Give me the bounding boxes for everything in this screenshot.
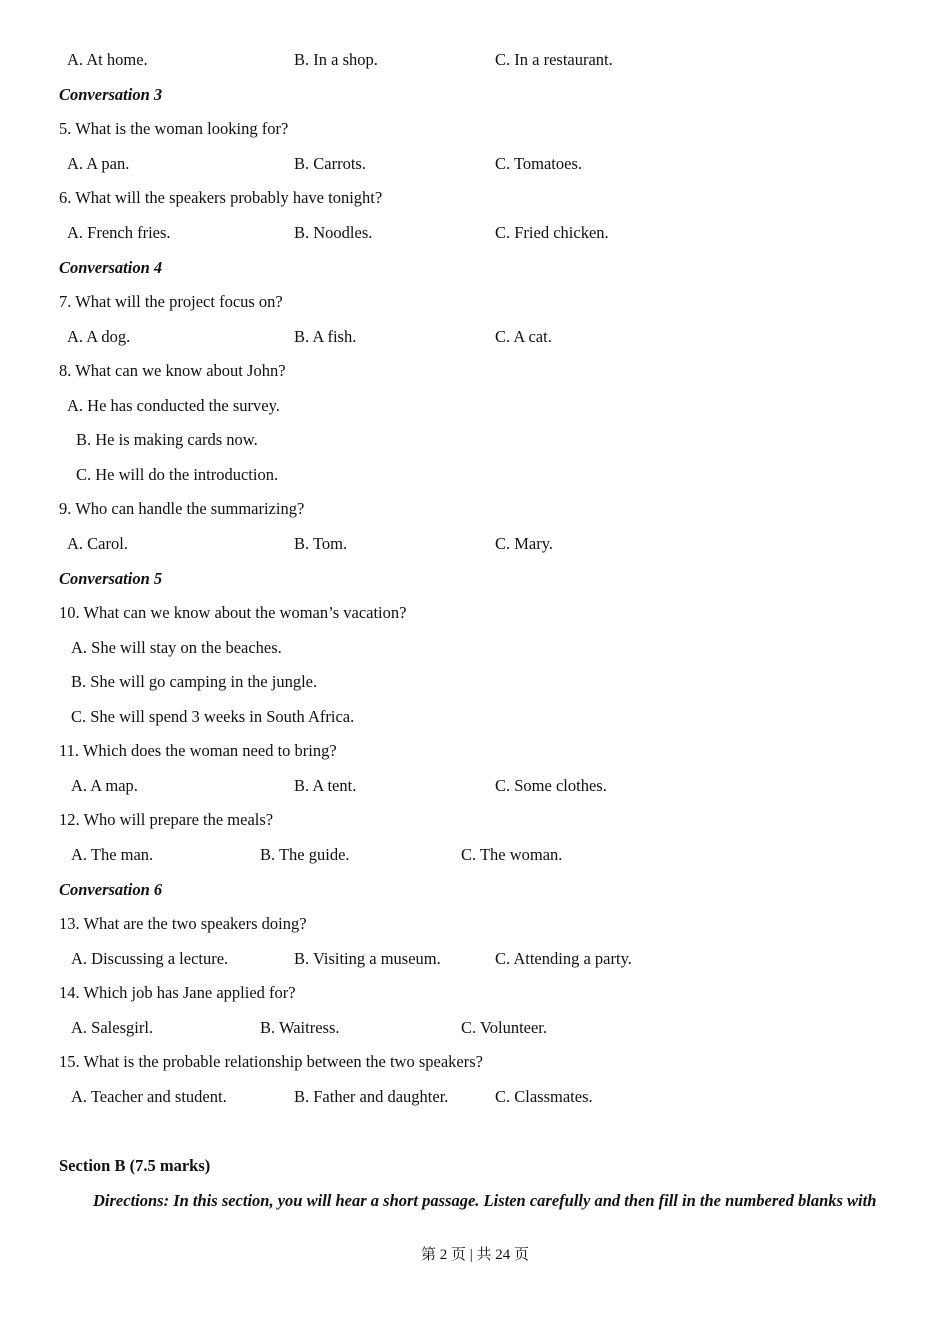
q8-option-a: A. He has conducted the survey. xyxy=(67,396,280,415)
q15-option-b: B. Father and daughter. xyxy=(294,1087,449,1106)
question-11: 11. Which does the woman need to bring? xyxy=(59,741,337,760)
q5-option-b: B. Carrots. xyxy=(294,154,366,173)
page-footer: 第 2 页 | 共 24 页 xyxy=(420,1247,529,1263)
conversation-3-heading: Conversation 3 xyxy=(59,85,163,104)
q4-option-b: B. In a shop. xyxy=(294,50,378,69)
q7-option-a: A. A dog. xyxy=(67,327,131,346)
question-6: 6. What will the speakers probably have tonight? xyxy=(59,188,383,207)
question-9: 9. Who can handle the summarizing? xyxy=(59,499,305,518)
q5-option-c: C. Tomatoes. xyxy=(495,154,582,173)
q10-option-c: C. She will spend 3 weeks in South Africa. xyxy=(71,707,355,726)
q14-option-a: A. Salesgirl. xyxy=(71,1018,154,1037)
q14-option-b: B. Waitress. xyxy=(260,1018,340,1037)
q6-option-a: A. French fries. xyxy=(67,223,171,242)
q5-option-a: A. A pan. xyxy=(67,154,130,173)
q8-option-b: B. He is making cards now. xyxy=(76,430,258,449)
q6-option-b: B. Noodles. xyxy=(294,223,373,242)
question-5: 5. What is the woman looking for? xyxy=(59,119,289,138)
q12-option-b: B. The guide. xyxy=(260,845,350,864)
question-10: 10. What can we know about the woman’s vacation? xyxy=(59,603,407,622)
q15-option-a: A. Teacher and student. xyxy=(71,1087,227,1106)
q9-option-a: A. Carol. xyxy=(67,534,128,553)
q4-option-a: A. At home. xyxy=(67,50,148,69)
question-13: 13. What are the two speakers doing? xyxy=(59,914,307,933)
q15-option-c: C. Classmates. xyxy=(495,1087,593,1106)
q11-option-a: A. A map. xyxy=(71,776,138,795)
q10-option-a: A. She will stay on the beaches. xyxy=(71,638,282,657)
q9-option-c: C. Mary. xyxy=(495,534,554,553)
conversation-5-heading: Conversation 5 xyxy=(59,569,163,588)
q13-option-a: A. Discussing a lecture. xyxy=(71,949,229,968)
q10-option-b: B. She will go camping in the jungle. xyxy=(71,672,318,691)
q13-option-c: C. Attending a party. xyxy=(495,949,632,968)
q11-option-b: B. A tent. xyxy=(294,776,357,795)
q7-option-c: C. A cat. xyxy=(495,327,552,346)
q14-option-c: C. Volunteer. xyxy=(461,1018,548,1037)
q12-option-c: C. The woman. xyxy=(461,845,563,864)
q4-option-c: C. In a restaurant. xyxy=(495,50,613,69)
question-8: 8. What can we know about John? xyxy=(59,361,286,380)
q11-option-c: C. Some clothes. xyxy=(495,776,607,795)
question-7: 7. What will the project focus on? xyxy=(59,292,283,311)
q8-option-c: C. He will do the introduction. xyxy=(76,465,279,484)
question-12: 12. Who will prepare the meals? xyxy=(59,810,274,829)
q13-option-b: B. Visiting a museum. xyxy=(294,949,441,968)
q12-option-a: A. The man. xyxy=(71,845,154,864)
section-b-heading: Section B (7.5 marks) xyxy=(59,1156,211,1175)
q6-option-c: C. Fried chicken. xyxy=(495,223,609,242)
conversation-6-heading: Conversation 6 xyxy=(59,880,163,899)
q9-option-b: B. Tom. xyxy=(294,534,348,553)
q7-option-b: B. A fish. xyxy=(294,327,357,346)
question-14: 14. Which job has Jane applied for? xyxy=(59,983,296,1002)
section-b-directions: Directions: In this section, you will hear a short passage. Listen carefully and then fill in the numbered blanks with xyxy=(93,1191,877,1210)
question-15: 15. What is the probable relationship between the two speakers? xyxy=(59,1052,483,1071)
conversation-4-heading: Conversation 4 xyxy=(59,258,163,277)
